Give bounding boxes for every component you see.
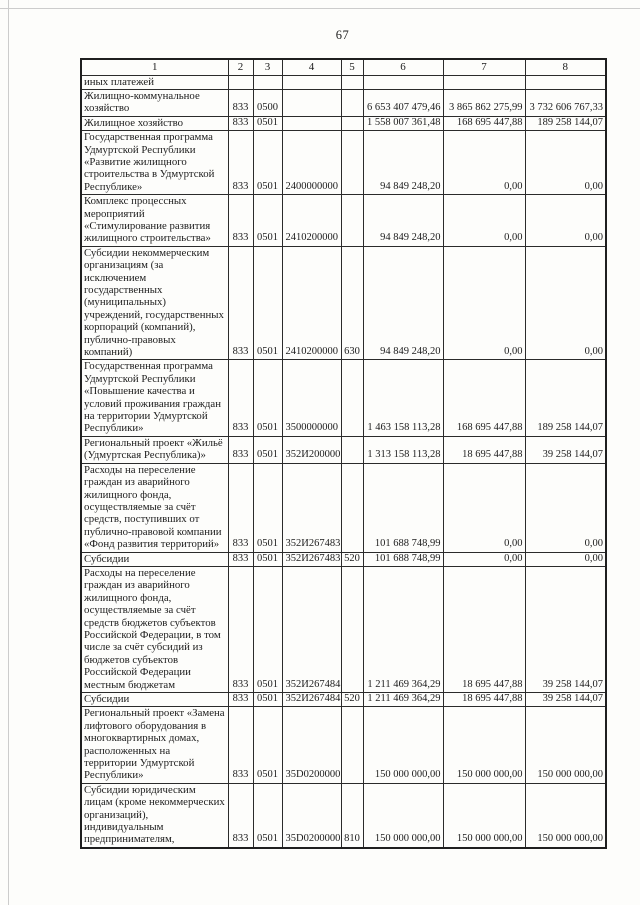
cell-target-code: 2400000000 bbox=[282, 131, 341, 195]
cell-grbs bbox=[228, 75, 253, 89]
scan-edge-left-line bbox=[8, 0, 9, 905]
cell-target-code: 2410200000 bbox=[282, 246, 341, 360]
cell-grbs: 833 bbox=[228, 463, 253, 552]
cell-amount-col8: 3 732 606 767,33 bbox=[525, 89, 606, 116]
cell-target-code: 3500000000 bbox=[282, 360, 341, 436]
cell-name: Региональный проект «Замена лифтового оборудования в многоквартирных домах, расположенных на территории Удмуртской Республики» bbox=[81, 707, 228, 783]
cell-expense-type bbox=[341, 360, 363, 436]
table-row bbox=[81, 552, 606, 566]
cell-amount-col6: 1 313 158 113,28 bbox=[363, 436, 443, 463]
cell-section: 0501 bbox=[253, 116, 282, 130]
cell-amount-col6: 101 688 748,99 bbox=[363, 552, 443, 566]
column-header-4: 4 bbox=[282, 59, 341, 75]
column-header-6: 6 bbox=[363, 59, 443, 75]
cell-grbs: 833 bbox=[228, 195, 253, 247]
cell-expense-type bbox=[341, 707, 363, 783]
cell-expense-type: 810 bbox=[341, 783, 363, 848]
table-row bbox=[81, 566, 606, 692]
cell-amount-col8: 39 258 144,07 bbox=[525, 693, 606, 707]
cell-name: Жилищно-коммунальное хозяйство bbox=[81, 89, 228, 116]
cell-grbs: 833 bbox=[228, 693, 253, 707]
column-header-8: 8 bbox=[525, 59, 606, 75]
cell-amount-col8: 0,00 bbox=[525, 463, 606, 552]
cell-amount-col7: 0,00 bbox=[443, 131, 525, 195]
cell-name: Региональный проект «Жильё (Удмуртская Республика)» bbox=[81, 436, 228, 463]
cell-amount-col8: 189 258 144,07 bbox=[525, 116, 606, 130]
cell-grbs: 833 bbox=[228, 246, 253, 360]
cell-name: Комплекс процессных мероприятий «Стимулирование развития жилищного строительства» bbox=[81, 195, 228, 247]
cell-name: Жилищное хозяйство bbox=[81, 116, 228, 130]
cell-amount-col7: 0,00 bbox=[443, 552, 525, 566]
cell-section: 0501 bbox=[253, 552, 282, 566]
cell-grbs: 833 bbox=[228, 131, 253, 195]
cell-amount-col6: 94 849 248,20 bbox=[363, 246, 443, 360]
cell-amount-col6: 6 653 407 479,46 bbox=[363, 89, 443, 116]
table-row bbox=[81, 360, 606, 436]
budget-table bbox=[80, 58, 607, 849]
cell-amount-col7: 18 695 447,88 bbox=[443, 566, 525, 692]
cell-target-code: 352И267484 bbox=[282, 566, 341, 692]
cell-grbs: 833 bbox=[228, 116, 253, 130]
cell-section: 0501 bbox=[253, 693, 282, 707]
cell-expense-type: 520 bbox=[341, 693, 363, 707]
cell-target-code: 2410200000 bbox=[282, 195, 341, 247]
table-row bbox=[81, 131, 606, 195]
cell-section: 0500 bbox=[253, 89, 282, 116]
column-header-2: 2 bbox=[228, 59, 253, 75]
cell-name: Государственная программа Удмуртской Республики «Повышение качества и условий проживания граждан на территории Удмуртской Республики» bbox=[81, 360, 228, 436]
scan-edge-top-line bbox=[0, 8, 640, 9]
table-row bbox=[81, 75, 606, 89]
cell-amount-col6: 94 849 248,20 bbox=[363, 131, 443, 195]
cell-amount-col8: 0,00 bbox=[525, 131, 606, 195]
cell-expense-type: 520 bbox=[341, 552, 363, 566]
cell-section: 0501 bbox=[253, 566, 282, 692]
column-header-5: 5 bbox=[341, 59, 363, 75]
cell-amount-col6: 1 558 007 361,48 bbox=[363, 116, 443, 130]
cell-amount-col6: 150 000 000,00 bbox=[363, 783, 443, 848]
cell-amount-col7: 0,00 bbox=[443, 246, 525, 360]
table-header-row bbox=[81, 59, 606, 75]
column-header-7: 7 bbox=[443, 59, 525, 75]
cell-expense-type bbox=[341, 131, 363, 195]
table-row bbox=[81, 195, 606, 247]
cell-grbs: 833 bbox=[228, 566, 253, 692]
cell-expense-type bbox=[341, 436, 363, 463]
cell-name: Субсидии bbox=[81, 693, 228, 707]
cell-target-code: 352И267483 bbox=[282, 552, 341, 566]
cell-amount-col7: 168 695 447,88 bbox=[443, 360, 525, 436]
cell-section bbox=[253, 75, 282, 89]
cell-amount-col8: 0,00 bbox=[525, 246, 606, 360]
cell-section: 0501 bbox=[253, 463, 282, 552]
cell-amount-col7: 150 000 000,00 bbox=[443, 783, 525, 848]
cell-grbs: 833 bbox=[228, 707, 253, 783]
cell-name: Субсидии юридическим лицам (кроме некоммерческих организаций), индивидуальным предпринимателям, bbox=[81, 783, 228, 848]
cell-amount-col6: 150 000 000,00 bbox=[363, 707, 443, 783]
cell-amount-col7: 3 865 862 275,99 bbox=[443, 89, 525, 116]
cell-name: Субсидии bbox=[81, 552, 228, 566]
table-row bbox=[81, 246, 606, 360]
cell-section: 0501 bbox=[253, 246, 282, 360]
cell-expense-type bbox=[341, 89, 363, 116]
cell-amount-col7: 150 000 000,00 bbox=[443, 707, 525, 783]
cell-target-code: 352И200000 bbox=[282, 436, 341, 463]
cell-amount-col8: 150 000 000,00 bbox=[525, 783, 606, 848]
cell-section: 0501 bbox=[253, 707, 282, 783]
page-number: 67 bbox=[335, 28, 350, 42]
cell-amount-col7: 18 695 447,88 bbox=[443, 693, 525, 707]
cell-grbs: 833 bbox=[228, 436, 253, 463]
cell-grbs: 833 bbox=[228, 552, 253, 566]
cell-amount-col7: 0,00 bbox=[443, 195, 525, 247]
cell-amount-col7: 0,00 bbox=[443, 463, 525, 552]
cell-amount-col7: 18 695 447,88 bbox=[443, 436, 525, 463]
cell-target-code bbox=[282, 89, 341, 116]
cell-expense-type bbox=[341, 116, 363, 130]
cell-amount-col6: 1 463 158 113,28 bbox=[363, 360, 443, 436]
column-header-3: 3 bbox=[253, 59, 282, 75]
table-row bbox=[81, 463, 606, 552]
cell-grbs: 833 bbox=[228, 360, 253, 436]
cell-amount-col6: 1 211 469 364,29 bbox=[363, 566, 443, 692]
cell-amount-col8 bbox=[525, 75, 606, 89]
cell-section: 0501 bbox=[253, 195, 282, 247]
cell-amount-col6: 101 688 748,99 bbox=[363, 463, 443, 552]
cell-target-code: 35D0200000 bbox=[282, 783, 341, 848]
table-row bbox=[81, 693, 606, 707]
cell-section: 0501 bbox=[253, 360, 282, 436]
cell-grbs: 833 bbox=[228, 89, 253, 116]
cell-amount-col8: 0,00 bbox=[525, 195, 606, 247]
table-row bbox=[81, 436, 606, 463]
cell-amount-col8: 189 258 144,07 bbox=[525, 360, 606, 436]
cell-target-code: 35D0200000 bbox=[282, 707, 341, 783]
cell-target-code bbox=[282, 116, 341, 130]
cell-expense-type bbox=[341, 195, 363, 247]
cell-name: иных платежей bbox=[81, 75, 228, 89]
cell-target-code: 352И267484 bbox=[282, 693, 341, 707]
table-row bbox=[81, 783, 606, 848]
cell-amount-col8: 0,00 bbox=[525, 552, 606, 566]
cell-amount-col8: 39 258 144,07 bbox=[525, 436, 606, 463]
cell-expense-type: 630 bbox=[341, 246, 363, 360]
cell-amount-col6: 1 211 469 364,29 bbox=[363, 693, 443, 707]
table-body bbox=[81, 75, 606, 848]
cell-target-code bbox=[282, 75, 341, 89]
cell-amount-col6: 94 849 248,20 bbox=[363, 195, 443, 247]
table-row bbox=[81, 116, 606, 130]
cell-expense-type bbox=[341, 566, 363, 692]
table-row bbox=[81, 707, 606, 783]
table-row bbox=[81, 89, 606, 116]
cell-grbs: 833 bbox=[228, 783, 253, 848]
cell-name: Государственная программа Удмуртской Республики «Развитие жилищного строительства в Удмуртской Республике» bbox=[81, 131, 228, 195]
cell-section: 0501 bbox=[253, 131, 282, 195]
column-header-1: 1 bbox=[81, 59, 228, 75]
cell-name: Расходы на переселение граждан из аварийного жилищного фонда, осуществляемые за счёт средств, поступивших от публично-правовой компании «Фонд развития территорий» bbox=[81, 463, 228, 552]
cell-amount-col8: 150 000 000,00 bbox=[525, 707, 606, 783]
cell-section: 0501 bbox=[253, 783, 282, 848]
cell-expense-type bbox=[341, 75, 363, 89]
cell-target-code: 352И267483 bbox=[282, 463, 341, 552]
cell-amount-col8: 39 258 144,07 bbox=[525, 566, 606, 692]
cell-amount-col7 bbox=[443, 75, 525, 89]
cell-name: Расходы на переселение граждан из аварийного жилищного фонда, осуществляемые за счёт средств бюджетов субъектов Российской Федерации, в том числе за счёт субсидий из бюджетов субъектов Российской Федерации местным бюджетам bbox=[81, 566, 228, 692]
cell-expense-type bbox=[341, 463, 363, 552]
cell-amount-col7: 168 695 447,88 bbox=[443, 116, 525, 130]
cell-amount-col6 bbox=[363, 75, 443, 89]
cell-section: 0501 bbox=[253, 436, 282, 463]
cell-name: Субсидии некоммерческим организациям (за исключением государственных (муниципальных) учреждений, государственных корпораций (компаний), публично-правовых компаний) bbox=[81, 246, 228, 360]
